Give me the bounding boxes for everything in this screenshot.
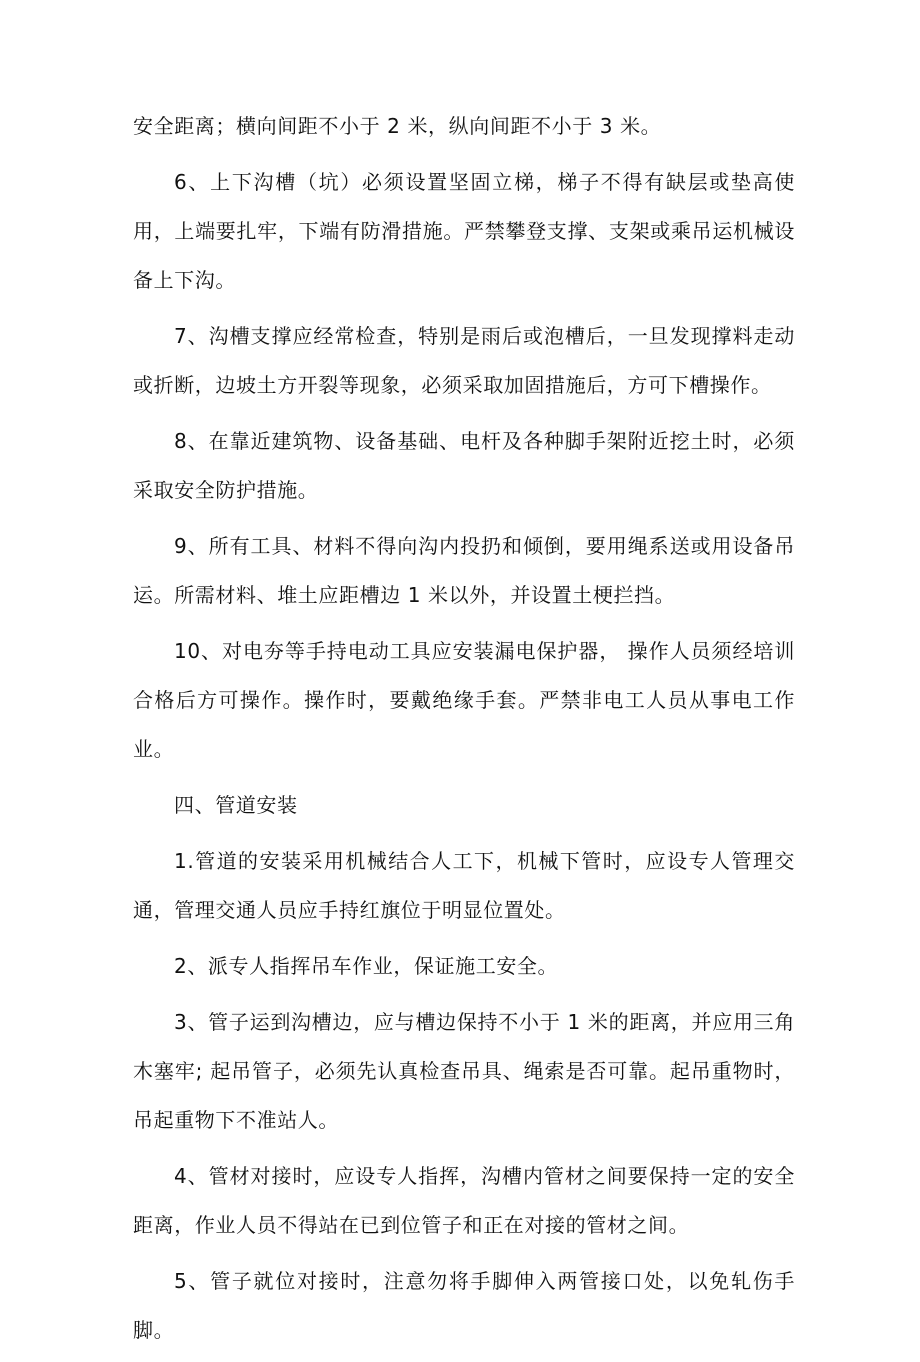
paragraph-pipe-item-1: 1.管道的安装采用机械结合人工下，机械下管时，应设专人管理交通，管理交通人员应手持红旗位于明显位置处。 <box>133 849 795 922</box>
paragraph-pipe-item-5: 5、管子就位对接时，注意勿将手脚伸入两管接口处，以免轧伤手脚。 <box>133 1269 795 1342</box>
paragraph-item-8: 8、在靠近建筑物、设备基础、电杆及各种脚手架附近挖土时，必须采取安全防护措施。 <box>133 429 795 502</box>
paragraph-pipe-item-2: 2、派专人指挥吊车作业，保证施工安全。 <box>174 954 559 978</box>
paragraph-item-9: 9、所有工具、材料不得向沟内投扔和倾倒，要用绳系送或用设备吊运。所需材料、堆土应距槽边 1 米以外，并设置土梗拦挡。 <box>133 534 795 607</box>
paragraph-pipe-item-4: 4、管材对接时，应设专人指挥，沟槽内管材之间要保持一定的安全距离，作业人员不得站在已到位管子和正在对接的管材之间。 <box>133 1164 795 1237</box>
section-heading-pipe-installation: 四、管道安装 <box>174 793 298 817</box>
paragraph-continuation: 安全距离；横向间距不小于 2 米，纵向间距不小于 3 米。 <box>133 114 662 138</box>
paragraph-item-6: 6、上下沟槽（坑）必须设置坚固立梯，梯子不得有缺层或垫高使用，上端要扎牢，下端有防滑措施。严禁攀登支撑、支架或乘吊运机械设备上下沟。 <box>133 170 795 292</box>
paragraph-item-7: 7、沟槽支撑应经常检查，特别是雨后或泡槽后，一旦发现撑料走动或折断，边坡土方开裂等现象，必须采取加固措施后，方可下槽操作。 <box>133 324 795 397</box>
paragraph-pipe-item-3: 3、管子运到沟槽边，应与槽边保持不小于 1 米的距离，并应用三角木塞牢; 起吊管子，必须先认真检查吊具、绳索是否可靠。起吊重物时，吊起重物下不准站人。 <box>133 1010 795 1132</box>
document-body <box>133 102 795 1362</box>
paragraph-item-10: 10、对电夯等手持电动工具应安装漏电保护器， 操作人员须经培训合格后方可操作。操作时，要戴绝缘手套。严禁非电工人员从事电工作业。 <box>133 639 795 761</box>
